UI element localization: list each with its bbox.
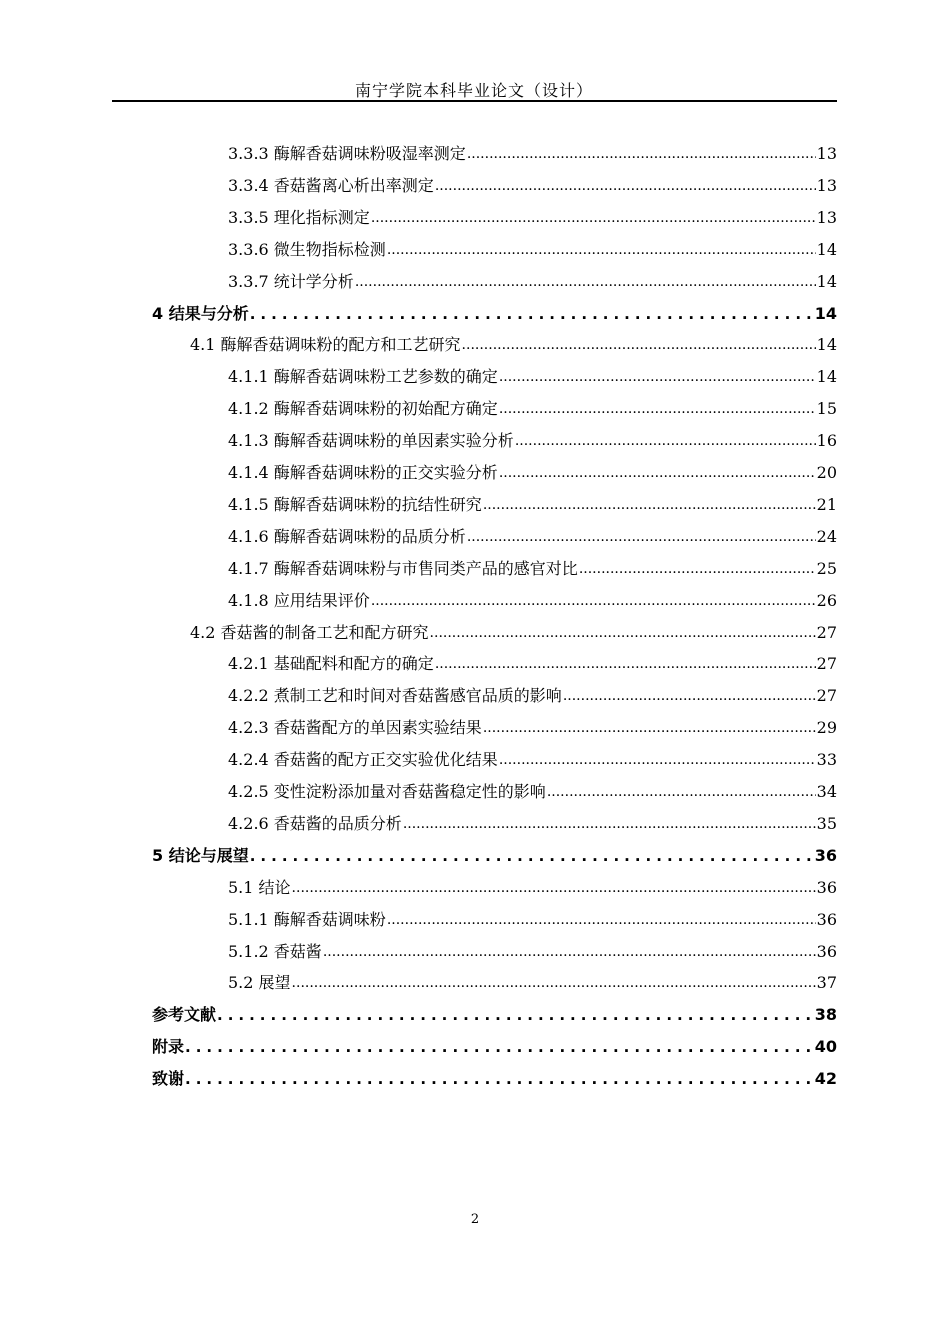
toc-entry-page: 15: [816, 399, 837, 419]
toc-dot-leader: [483, 718, 816, 738]
toc-entry-page: 21: [816, 494, 837, 514]
toc-dot-leader: [355, 272, 816, 292]
toc-entry[interactable]: [152, 1061, 837, 1089]
toc-entry[interactable]: [228, 551, 837, 579]
toc-entry[interactable]: [228, 519, 837, 547]
toc-entry-page: 27: [816, 622, 837, 642]
toc-entry[interactable]: [228, 870, 837, 898]
toc-entry-page: 36: [816, 909, 837, 929]
toc-entry[interactable]: [228, 232, 837, 260]
running-header: 南宁学院本科毕业论文（设计）: [354, 81, 593, 100]
toc-entry[interactable]: [228, 934, 837, 962]
toc-entry-page: 42: [814, 1069, 837, 1089]
toc-entry-title: 4.2.5 变性淀粉添加量对香菇酱稳定性的影响: [228, 782, 546, 801]
toc-entry-title: 致谢: [152, 1069, 185, 1089]
toc-entry-page: 13: [816, 207, 837, 227]
toc-entry[interactable]: [190, 615, 837, 643]
toc-entry-title: 4.2.4 香菇酱的配方正交实验优化结果: [228, 750, 498, 770]
toc-entry[interactable]: [228, 359, 837, 387]
toc-entry-title: 4.1.5 酶解香菇调味粉的抗结性研究: [228, 494, 482, 514]
toc-entry-title: 4.1.4 酶解香菇调味粉的正交实验分析: [228, 463, 498, 482]
toc-dot-leader: [435, 176, 816, 196]
toc-entry-page: 16: [816, 431, 837, 451]
toc-entry-page: 20: [816, 463, 837, 482]
toc-dot-leader: [499, 750, 816, 770]
toc-entry-title: 4.2.2 煮制工艺和时间对香菇酱感官品质的影响: [228, 686, 562, 706]
toc-dot-leader: [467, 527, 816, 547]
toc-entry[interactable]: [228, 583, 837, 611]
toc-entry[interactable]: [228, 391, 837, 419]
toc-entry[interactable]: [228, 264, 837, 292]
toc-entry-page: 26: [816, 590, 837, 610]
toc-dot-leader: [515, 431, 816, 451]
toc-entry-title: 4.1 酶解香菇调味粉的配方和工艺研究: [190, 335, 461, 355]
toc-entry-page: 36: [816, 877, 837, 897]
toc-entry-page: 14: [816, 335, 837, 355]
toc-entry-title: 5.1 结论: [228, 877, 291, 897]
toc-entry-title: 4.2.3 香菇酱配方的单因素实验结果: [228, 718, 482, 738]
toc-entry-title: 3.3.5 理化指标测定: [228, 207, 370, 227]
toc-entry-title: 4.2.1 基础配料和配方的确定: [228, 654, 434, 674]
toc-entry[interactable]: [228, 136, 837, 164]
toc-entry[interactable]: [190, 327, 837, 355]
toc-dot-leader: [292, 973, 816, 993]
toc-entry-page: 27: [816, 686, 837, 706]
toc-entry[interactable]: [152, 296, 837, 324]
toc-dot-leader: [371, 208, 816, 228]
toc-entry-page: 36: [816, 941, 837, 961]
toc-entry-page: 29: [816, 718, 837, 738]
toc-entry-page: 25: [816, 558, 837, 578]
toc-entry-page: 34: [816, 782, 837, 801]
toc-entry-title: 4 结果与分析: [152, 303, 249, 323]
toc-entry-page: 13: [816, 144, 837, 163]
toc-entry-page: 24: [816, 526, 837, 546]
toc-dot-leader: [499, 367, 816, 387]
toc-entry-title: 5.2 展望: [228, 973, 291, 993]
toc-entry-page: 13: [816, 175, 837, 195]
toc-dot-leader: [185, 1069, 814, 1089]
toc-entry-title: 4.1.2 酶解香菇调味粉的初始配方确定: [228, 399, 498, 419]
toc-entry[interactable]: [152, 1029, 837, 1057]
toc-dot-leader: [250, 846, 814, 866]
toc-entry-title: 4.1.6 酶解香菇调味粉的品质分析: [228, 526, 466, 546]
toc-entry[interactable]: [228, 806, 837, 834]
toc-dot-leader: [185, 1037, 814, 1057]
toc-dot-leader: [292, 878, 816, 898]
toc-entry-title: 5.1.2 香菇酱: [228, 941, 322, 961]
toc-entry-title: 3.3.4 香菇酱离心析出率测定: [228, 175, 434, 195]
toc-entry[interactable]: [228, 902, 837, 930]
toc-entry[interactable]: [228, 774, 837, 802]
toc-entry[interactable]: [228, 455, 837, 483]
toc-entry-title: 5 结论与展望: [152, 845, 249, 865]
toc-dot-leader: [547, 782, 816, 802]
toc-dot-leader: [462, 335, 816, 355]
toc-entry-page: 36: [814, 845, 837, 865]
toc-dot-leader: [499, 463, 816, 483]
toc-dot-leader: [579, 559, 816, 579]
toc-entry-title: 3.3.6 微生物指标检测: [228, 239, 386, 259]
toc-entry-page: 14: [816, 367, 837, 387]
toc-entry-page: 14: [814, 303, 837, 323]
toc-entry-title: 3.3.7 统计学分析: [228, 271, 354, 291]
toc-entry[interactable]: [228, 168, 837, 196]
toc-entry-page: 27: [816, 654, 837, 674]
toc-entry-page: 33: [816, 750, 837, 770]
toc-entry[interactable]: [228, 646, 837, 674]
toc-entry[interactable]: [228, 487, 837, 515]
toc-entry[interactable]: [228, 678, 837, 706]
toc-dot-leader: [563, 686, 816, 706]
toc-dot-leader: [323, 942, 816, 962]
toc-dot-leader: [403, 814, 816, 834]
toc-entry-page: 38: [814, 1005, 837, 1025]
toc-entry-page: 35: [816, 813, 837, 833]
toc-entry[interactable]: [152, 838, 837, 866]
toc-entry[interactable]: [228, 423, 837, 451]
toc-entry-title: 4.1.8 应用结果评价: [228, 590, 370, 610]
toc-dot-leader: [371, 591, 816, 611]
page-number: 2: [470, 1212, 480, 1227]
toc-entry[interactable]: [228, 965, 837, 993]
toc-entry-page: 14: [816, 239, 837, 259]
toc-entry-page: 14: [816, 271, 837, 291]
toc-dot-leader: [435, 654, 816, 674]
toc-entry-page: 37: [816, 973, 837, 993]
toc-dot-leader: [250, 304, 814, 324]
toc-dot-leader: [467, 144, 816, 164]
toc-entry[interactable]: [228, 742, 837, 770]
toc-entry-title: 3.3.3 酶解香菇调味粉吸湿率测定: [228, 144, 466, 163]
toc-dot-leader: [387, 910, 816, 930]
toc-entry[interactable]: [228, 710, 837, 738]
toc-dot-leader: [217, 1005, 814, 1025]
toc-entry-title: 4.1.1 酶解香菇调味粉工艺参数的确定: [228, 367, 498, 387]
toc-dot-leader: [499, 399, 816, 419]
toc-entry[interactable]: [152, 997, 837, 1025]
toc-entry-title: 4.1.7 酶解香菇调味粉与市售同类产品的感官对比: [228, 558, 578, 578]
toc-dot-leader: [430, 623, 816, 643]
toc-entry-page: 40: [814, 1037, 837, 1057]
toc-dot-leader: [387, 240, 816, 260]
toc-entry-title: 4.1.3 酶解香菇调味粉的单因素实验分析: [228, 431, 514, 451]
toc-dot-leader: [483, 495, 816, 515]
toc-entry-title: 4.2 香菇酱的制备工艺和配方研究: [190, 622, 429, 642]
toc-entry-title: 附录: [152, 1037, 185, 1057]
toc-entry[interactable]: [228, 200, 837, 228]
toc-entry-title: 4.2.6 香菇酱的品质分析: [228, 813, 402, 833]
toc-entry-title: 5.1.1 酶解香菇调味粉: [228, 909, 386, 929]
header-rule: [112, 100, 837, 102]
toc-entry-title: 参考文献: [152, 1005, 217, 1025]
